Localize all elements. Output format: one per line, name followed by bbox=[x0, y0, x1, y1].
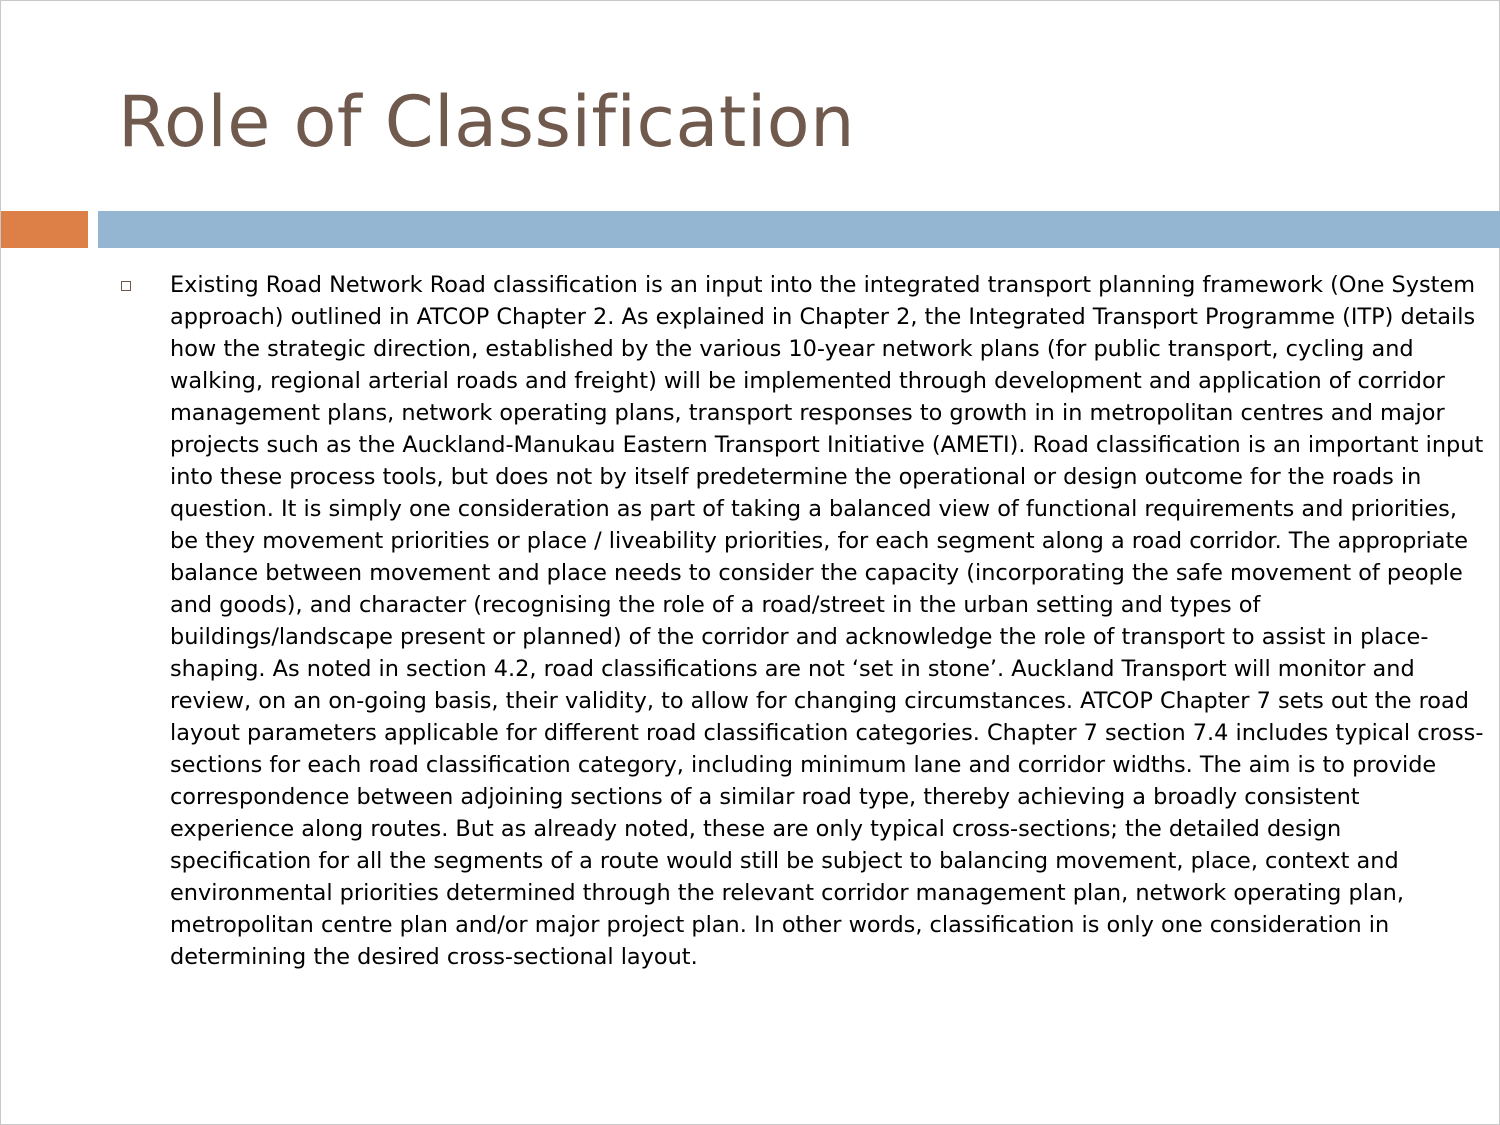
bullet-text: Existing Road Network Road classification is an input into the integrated transport planning framework (One System approach) outlined in ATCOP Chapter 2. As explained in Chapter 2, the Integrated Transport Programme (ITP) details how the strategic direction, established by the various 10-year network plans (for public transport, cycling and walking, regional arterial roads and freight) will be implemented through development and application of corridor management plans, network operating plans, transport responses to growth in in metropolitan centres and major projects such as the Auckland-Manukau Eastern Transport Initiative (AMETI). Road classification is an important input into these process tools, but does not by itself predetermine the operational or design outcome for the roads in question. It is simply one consideration as part of taking a balanced view of functional requirements and priorities, be they movement priorities or place / liveability priorities, for each segment along a road corridor. The appropriate balance between movement and place needs to consider the capacity (incorporating the safe movement of people and goods), and character (recognising the role of a road/street in the urban setting and types of buildings/landscape present or planned) of the corridor and acknowledge the role of transport to assist in place-shaping. As noted in section 4.2, road classifications are not ‘set in stone’. Auckland Transport will monitor and review, on an on-going basis, their validity, to allow for changing circumstances. ATCOP Chapter 7 sets out the road layout parameters applicable for different road classification categories. Chapter 7 section 7.4 includes typical cross-sections for each road classification category, including minimum lane and corridor widths. The aim is to provide correspondence between adjoining sections of a similar road type, thereby achieving a broadly consistent experience along routes. But as already noted, these are only typical cross-sections; the detailed design specification for all the segments of a route would still be subject to balancing movement, place, context and environmental priorities determined through the relevant corridor management plan, network operating plan, metropolitan centre plan and/or major project plan. In other words, classification is only one consideration in determining the desired cross-sectional layout. bbox=[170, 272, 1484, 970]
accent-bar-orange bbox=[1, 211, 88, 248]
square-bullet-icon bbox=[121, 281, 131, 291]
accent-bar-blue bbox=[98, 211, 1500, 248]
slide-title: Role of Classification bbox=[118, 81, 855, 163]
